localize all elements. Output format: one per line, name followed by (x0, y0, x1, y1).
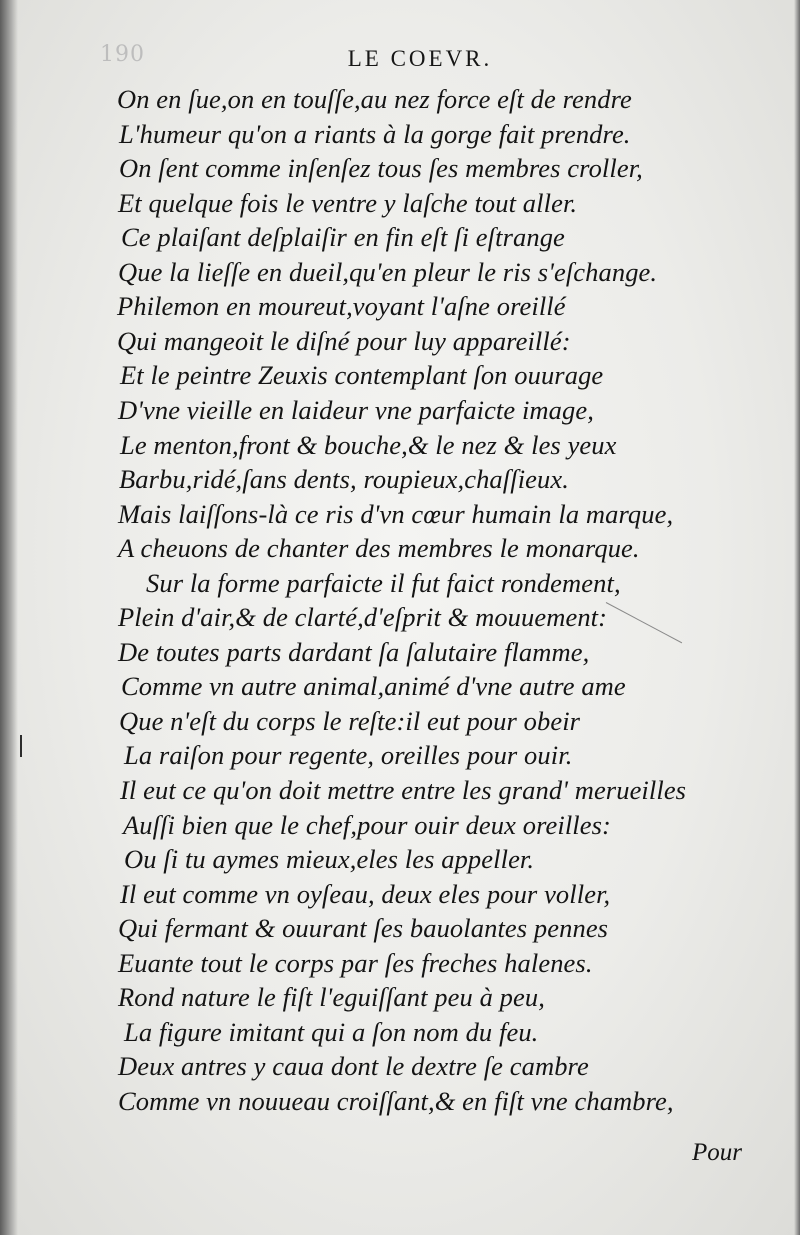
verse-line: L'humeur qu'on a riants à la gorge fait prendre. (119, 118, 631, 149)
verse-line: A cheuons de chanter des membres le monarque. (118, 533, 640, 564)
verse-line: Il eut ce qu'on doit mettre entre les grand' merueilles (120, 775, 687, 805)
page-number: 190 (100, 42, 145, 67)
verse-line: Ce plaiſant deſplaiſir en fin eſt ſi eſtrange (121, 222, 565, 253)
verse-line: Philemon en moureut,voyant l'aſne oreillé (117, 291, 566, 322)
verse-line: Et quelque fois le ventre y laſche tout aller. (118, 187, 578, 218)
verse-line: Il eut comme vn oyſeau, deux eles pour voller, (120, 878, 611, 909)
verse-line: Barbu,ridé,ſans dents, roupieux,chaſſieux. (119, 464, 569, 495)
catchword: Pour (692, 1139, 742, 1166)
verse-line: Rond nature le fiſt l'eguiſſant peu à peu, (118, 982, 545, 1013)
verse-line: Ou ſi tu aymes mieux,eles les appeller. (124, 844, 535, 875)
verso-show-through (640, 70, 800, 1090)
verse-line: D'vne vieille en laideur vne parfaicte image, (118, 394, 594, 425)
verse-line: Que la lieſſe en dueil,qu'en pleur le ris s'eſchange. (118, 256, 658, 287)
verse-line: Auſſi bien que le chef,pour ouir deux oreilles: (123, 809, 611, 840)
margin-mark (20, 735, 22, 757)
verse-line: Le menton,front & bouche,& le nez & les yeux (120, 429, 617, 460)
page-gutter-shadow (0, 0, 18, 1235)
verse-line: Que n'eſt du corps le reſte:il eut pour obeir (119, 705, 581, 736)
verse-line: Qui mangeoit le diſné pour luy appareillé: (117, 325, 571, 356)
verse-line: Et le peintre Zeuxis contemplant ſon ouurage (120, 360, 604, 391)
verse-line: Euante tout le corps par ſes freches halenes. (118, 947, 593, 978)
verse-line: Qui fermant & ouurant ſes bauolantes pennes (118, 913, 609, 944)
verse-line: Mais laiſſons-là ce ris d'vn cœur humain la marque, (118, 498, 674, 529)
verse-line: On en ſue,on en touſſe,au nez force eſt de rendre (117, 84, 632, 114)
verse-line: Sur la forme parfaicte il fut faict rondement, (146, 567, 621, 598)
verse-line: Plein d'air,& de clarté,d'eſprit & mouuement: (118, 602, 608, 633)
running-head: LE COEVR. (347, 46, 493, 71)
verse-line: De toutes parts dardant ſa ſalutaire flamme, (118, 636, 590, 667)
verse-line: La raiſon pour regente, oreilles pour ouir. (124, 740, 573, 771)
verse-line: Deux antres y caua dont le dextre ſe cambre (118, 1051, 589, 1082)
verse-line: La figure imitant qui a ſon nom du feu. (124, 1016, 539, 1047)
verse-line: On ſent comme inſenſez tous ſes membres croller, (119, 153, 643, 184)
verse-line: Comme vn nouueau croiſſant,& en fiſt vne chambre, (118, 1085, 674, 1116)
verse-line: Comme vn autre animal,animé d'vne autre ame (121, 671, 626, 702)
